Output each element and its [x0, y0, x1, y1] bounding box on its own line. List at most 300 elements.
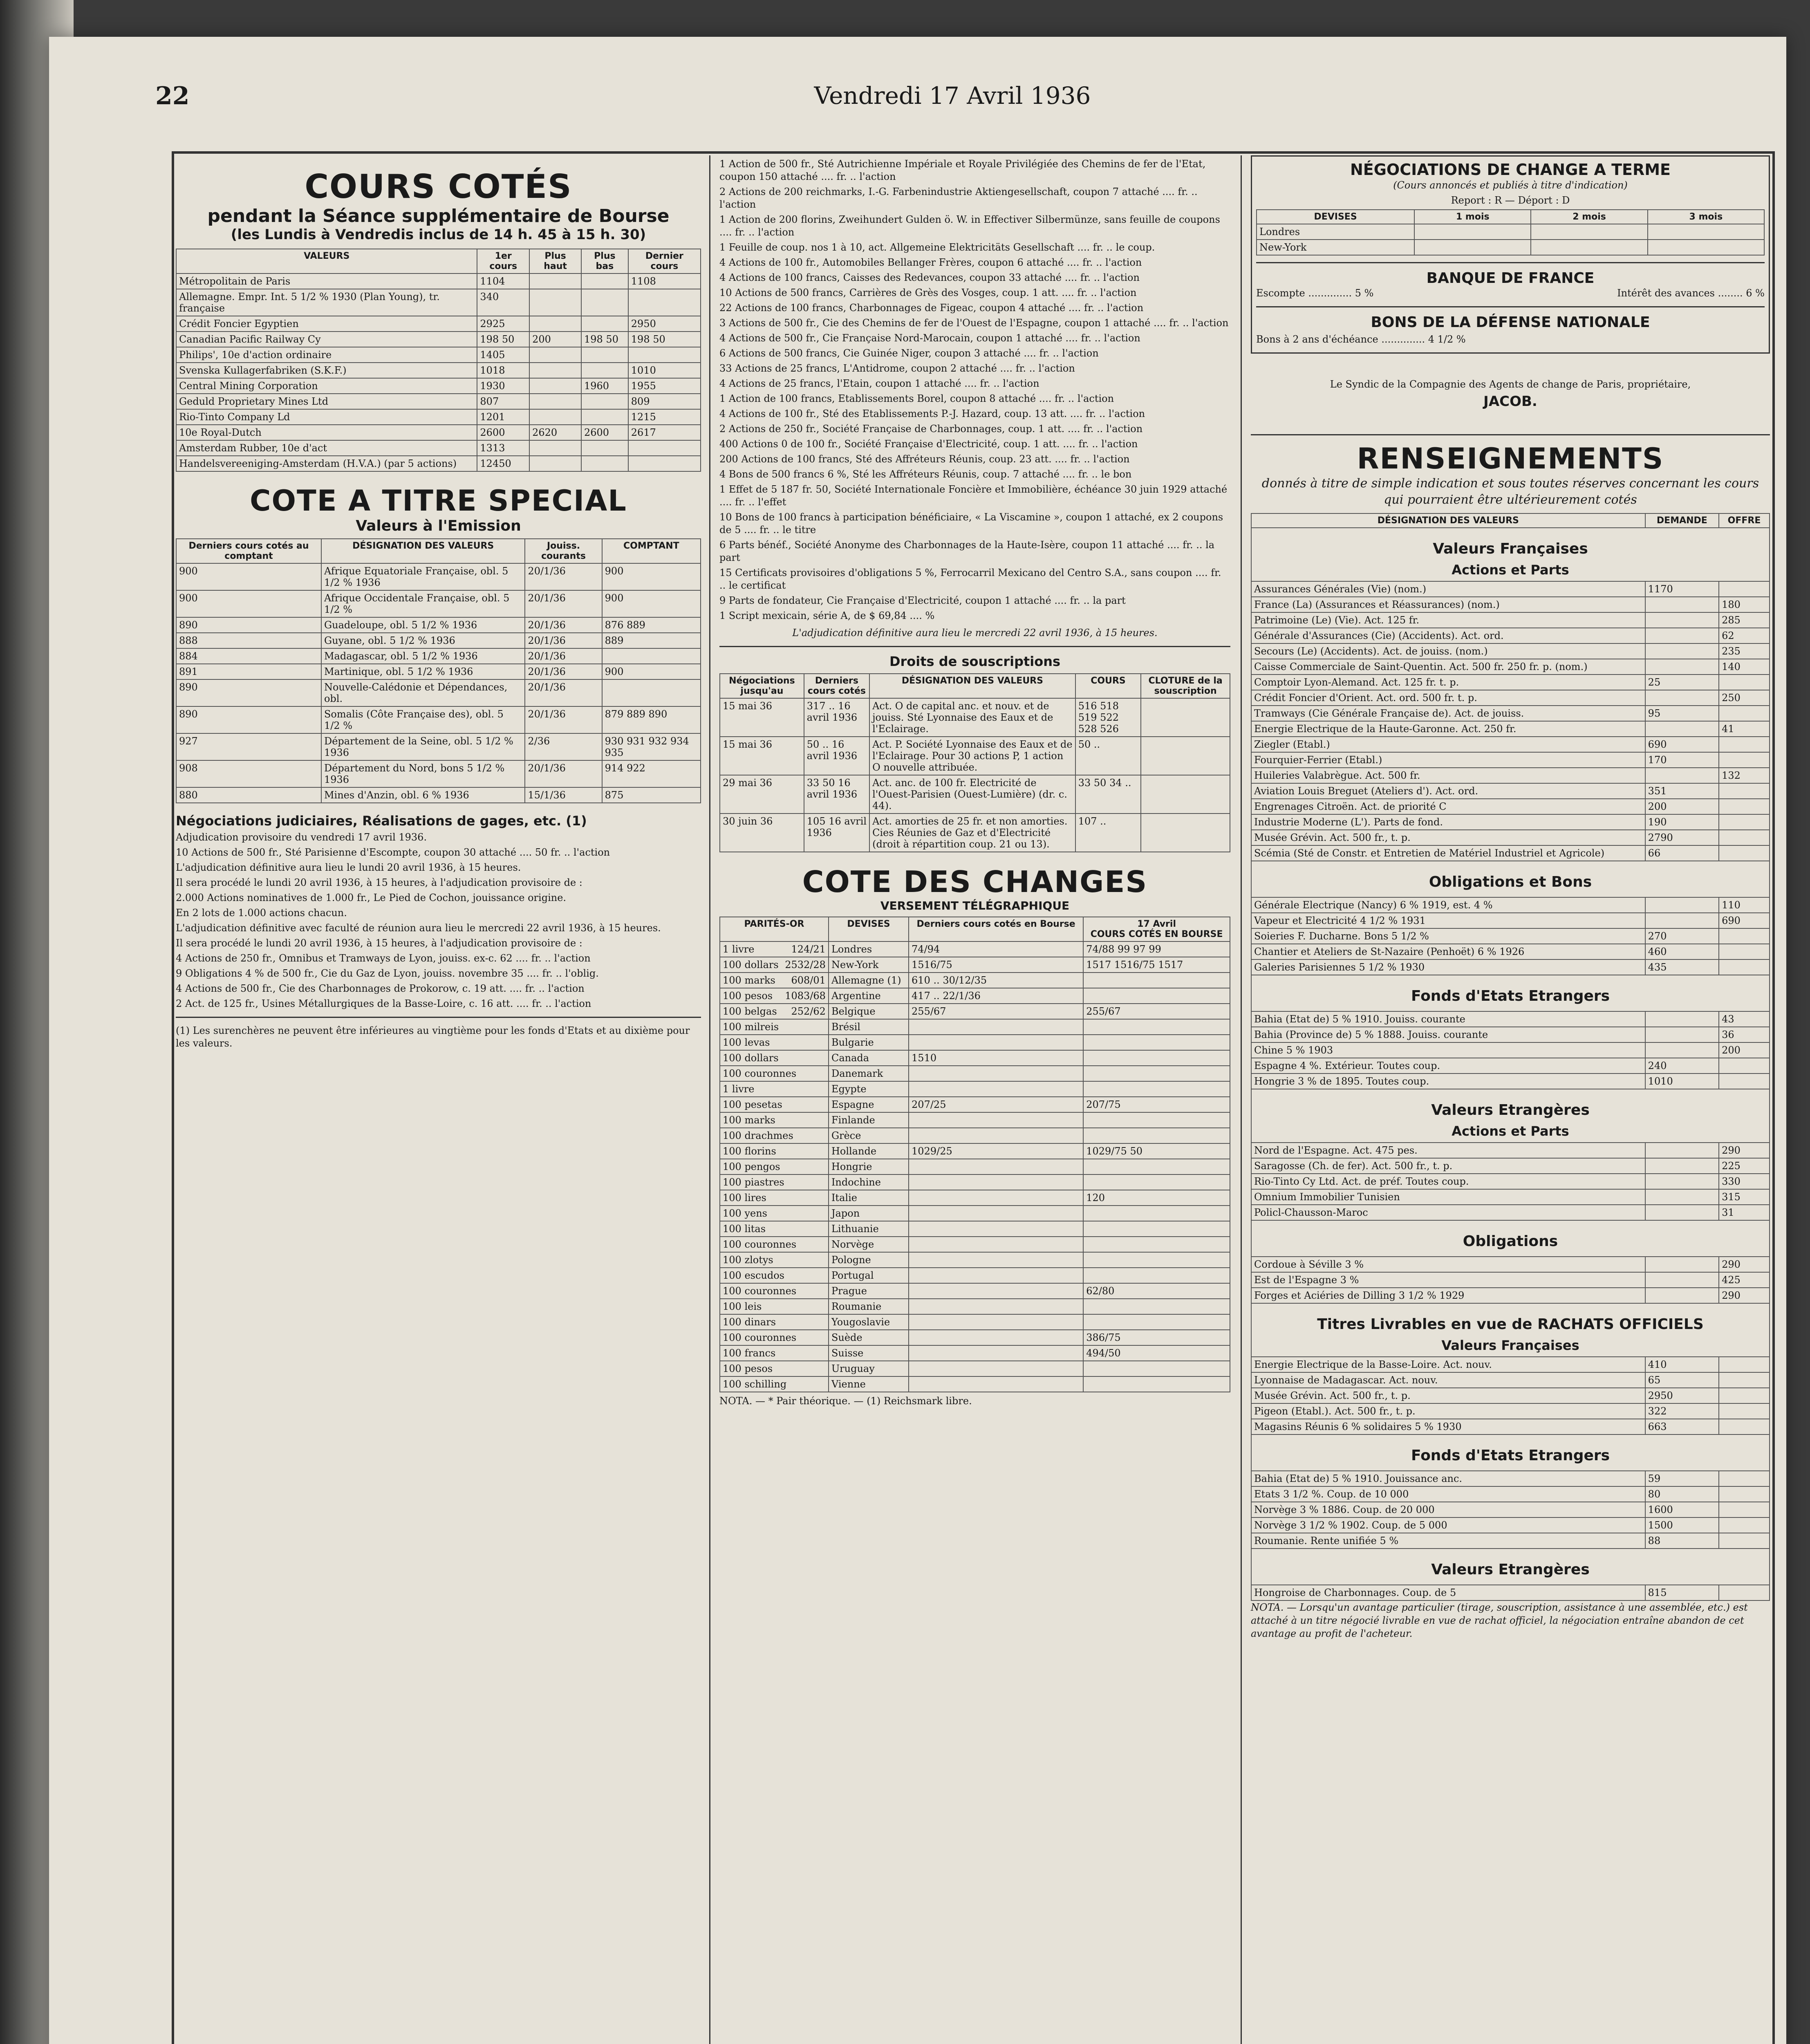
changes-table: [719, 917, 1230, 1392]
table-row: [1251, 975, 1770, 1011]
table-cell: [529, 394, 581, 409]
table-row: [720, 1112, 1230, 1128]
table-cell: Espagne: [829, 1097, 909, 1112]
table-cell: [1719, 737, 1770, 752]
banque-line: [1256, 287, 1765, 300]
table-cell: 65: [1645, 1372, 1719, 1388]
table-cell: 875: [602, 787, 701, 803]
table-cell: [581, 273, 628, 289]
list-item: 6 Parts bénéf., Société Anonyme des Charbonnages de la Haute-Isère, coupon 11 attaché .... fr. .. la part: [719, 539, 1215, 563]
table-cell: 50 ..: [1075, 737, 1141, 775]
parity-label: 100 yens: [723, 1208, 767, 1219]
rens-title: RENSEIGNEMENTS: [1357, 442, 1664, 475]
table-cell: [720, 1035, 829, 1050]
table-cell: Département du Nord, bons 5 1/2 % 1936: [321, 760, 525, 787]
table-cell: 198 50: [628, 332, 701, 347]
list-item: 200 Actions de 100 francs, Sté des Affréteurs Réunis, coup. 23 att. .... fr. .. l'action: [719, 453, 1130, 465]
table-row: [720, 737, 1230, 775]
table-cell: [628, 440, 701, 456]
table-cell: 889: [602, 633, 701, 648]
table-cell: Générale d'Assurances (Cie) (Accidents). Act. ord.: [1251, 628, 1645, 643]
table-cell: 1517 1516/75 1517: [1083, 957, 1230, 973]
table-row: [720, 1330, 1230, 1345]
table-cell: [1719, 799, 1770, 814]
table-row: [1251, 1058, 1770, 1074]
table-row: [176, 425, 701, 440]
table-cell: 900: [602, 664, 701, 679]
table-cell: [720, 941, 829, 957]
cours-title: COURS COTÉS: [305, 168, 572, 206]
section-title: Obligations: [1463, 1233, 1558, 1250]
table-cell: [581, 409, 628, 425]
table-row: [1251, 1502, 1770, 1517]
section-heading: [1251, 1434, 1770, 1471]
section-title: Fonds d'Etats Etrangers: [1411, 988, 1610, 1004]
table-cell: Svenska Kullagerfabriken (S.K.F.): [176, 363, 477, 378]
table-cell: [720, 1299, 829, 1314]
col-header: DÉSIGNATION DES VALEURS: [1251, 513, 1645, 528]
table-cell: 20/1/36: [525, 633, 602, 648]
table-cell: 900: [602, 563, 701, 590]
table-cell: [720, 973, 829, 988]
table-cell: Londres: [829, 941, 909, 957]
table-cell: [1083, 1376, 1230, 1392]
col-header: OFFRE: [1719, 513, 1770, 528]
table-row: [1251, 897, 1770, 913]
table-cell: [1719, 706, 1770, 721]
table-cell: Handelsvereeniging-Amsterdam (H.V.A.) (par 5 actions): [176, 456, 477, 471]
table-cell: Act. P. Société Lyonnaise des Eaux et de l'Eclairage. Pour 30 actions P, 1 action O nouvelle attribuée.: [869, 737, 1075, 775]
table-cell: Saragosse (Ch. de fer). Act. 500 fr., t. p.: [1251, 1158, 1645, 1174]
table-cell: [1083, 1035, 1230, 1050]
table-cell: 20/1/36: [525, 760, 602, 787]
table-cell: 20/1/36: [525, 617, 602, 633]
negociation-paragraph: En 2 lots de 1.000 actions chacun.: [176, 907, 347, 919]
table-cell: [1719, 944, 1770, 959]
table-cell: [1645, 1027, 1719, 1042]
col-header: DEVISES: [1257, 210, 1414, 224]
table-cell: 50 .. 16 avril 1936: [804, 737, 869, 775]
table-row: [1251, 690, 1770, 706]
table-cell: Soieries F. Ducharne. Bons 5 1/2 %: [1251, 928, 1645, 944]
table-row: [1251, 1533, 1770, 1549]
table-cell: 225: [1719, 1158, 1770, 1174]
table-cell: 180: [1719, 597, 1770, 612]
table-cell: [720, 988, 829, 1004]
table-cell: [1141, 775, 1230, 814]
table-row: [1257, 240, 1764, 255]
table-cell: 207/25: [909, 1097, 1083, 1112]
list-item: 33 Actions de 25 francs, L'Antidrome, coupon 2 attaché .... fr. .. l'action: [719, 363, 1075, 374]
table-cell: [1719, 845, 1770, 861]
table-cell: 10e Royal-Dutch: [176, 425, 477, 440]
parity-label: 100 leis: [723, 1301, 762, 1312]
table-cell: Belgique: [829, 1004, 909, 1019]
table-cell: [1645, 913, 1719, 928]
col-header: DEMANDE: [1645, 513, 1719, 528]
table-cell: 807: [477, 394, 529, 409]
table-cell: 1313: [477, 440, 529, 456]
table-row: [1251, 1388, 1770, 1403]
table-cell: [1083, 988, 1230, 1004]
table-cell: [581, 289, 628, 316]
table-cell: 888: [176, 633, 321, 648]
parity-label: 100 pengos: [723, 1161, 780, 1172]
table-cell: 74/88 99 97 99: [1083, 941, 1230, 957]
table-cell: Yougoslavie: [829, 1314, 909, 1330]
table-cell: Londres: [1257, 224, 1414, 240]
table-row: [176, 706, 701, 733]
table-cell: [1083, 1066, 1230, 1081]
table-cell: France (La) (Assurances et Réassurances) (nom.): [1251, 597, 1645, 612]
table-cell: 2/36: [525, 733, 602, 760]
table-cell: Suède: [829, 1330, 909, 1345]
table-cell: 1930: [477, 378, 529, 394]
table-row: [176, 456, 701, 471]
table-cell: [1645, 1158, 1719, 1174]
table-cell: 200: [1645, 799, 1719, 814]
table-cell: [909, 1314, 1083, 1330]
table-cell: 66: [1645, 845, 1719, 861]
table-cell: [581, 394, 628, 409]
table-cell: Patrimoine (Le) (Vie). Act. 125 fr.: [1251, 612, 1645, 628]
table-cell: Vapeur et Electricité 4 1/2 % 1931: [1251, 913, 1645, 928]
table-cell: 1500: [1645, 1517, 1719, 1533]
table-row: [1251, 1027, 1770, 1042]
terme-legend: Report : R — Déport : D: [1451, 195, 1570, 206]
table-cell: 330: [1719, 1174, 1770, 1189]
table-cell: Musée Grévin. Act. 500 fr., t. p.: [1251, 830, 1645, 845]
table-cell: Est de l'Espagne 3 %: [1251, 1272, 1645, 1288]
table-row: [1251, 830, 1770, 845]
parity-label: 100 piastres: [723, 1177, 784, 1188]
table-row: [1251, 1220, 1770, 1257]
table-cell: [1719, 1517, 1770, 1533]
table-cell: 132: [1719, 768, 1770, 783]
table-cell: [720, 1330, 829, 1345]
parity-label: 1 livre: [723, 1083, 755, 1095]
negociation-paragraph: 9 Obligations 4 % de 500 fr., Cie du Gaz de Lyon, jouiss. novembre 35 .... fr. .. l'oblig.: [176, 968, 599, 979]
list-item: 15 Certificats provisoires d'obligations 5 %, Ferrocarril Mexicano del Centro S.A., sans coupon .... fr. .. le certificat: [719, 567, 1221, 591]
table-cell: 880: [176, 787, 321, 803]
rens-subtitle: donnés à titre de simple indication et sous toutes réserves concernant les cours qui pourraient être ultérieurement cotés: [1261, 476, 1759, 507]
table-cell: 190: [1645, 814, 1719, 830]
table-row: [176, 316, 701, 332]
parity-label: 100 escudos: [723, 1270, 784, 1281]
parity-label: 100 pesetas: [723, 1099, 782, 1110]
divider: [1251, 434, 1770, 435]
table-cell: Hongrie 3 % de 1895. Toutes coup.: [1251, 1074, 1645, 1089]
table-row: [720, 814, 1230, 852]
table-cell: 105 16 avril 1936: [804, 814, 869, 852]
table-cell: 25: [1645, 675, 1719, 690]
table-cell: [602, 648, 701, 664]
table-cell: Chantier et Ateliers de St-Nazaire (Penhoët) 6 % 1926: [1251, 944, 1645, 959]
parity-label: 100 levas: [723, 1037, 770, 1048]
table-cell: [1645, 897, 1719, 913]
table-cell: [529, 456, 581, 471]
table-cell: Bahia (Etat de) 5 % 1910. Jouiss. courante: [1251, 1011, 1645, 1027]
table-row: [720, 1221, 1230, 1237]
table-cell: 690: [1719, 913, 1770, 928]
table-cell: Fourquier-Ferrier (Etabl.): [1251, 752, 1645, 768]
section-heading: [1251, 1303, 1770, 1357]
table-cell: 516 518 519 522 528 526: [1075, 698, 1141, 737]
table-row: [1251, 1174, 1770, 1189]
rens-nota: NOTA. — Lorsqu'un avantage particulier (tirage, souscription, assistance à une assemblée, etc.) est attaché à un titre négocié livrable en vue de rachat officiel, la négociation entraîne abandon de cet avantage au profit de l'acheteur.: [1251, 1602, 1748, 1639]
table-cell: Philips', 10e d'action ordinaire: [176, 347, 477, 363]
table-cell: [909, 1128, 1083, 1143]
table-row: [720, 957, 1230, 973]
table-cell: Nouvelle-Calédonie et Dépendances, obl.: [321, 679, 525, 706]
table-cell: [1083, 973, 1230, 988]
table-cell: 1510: [909, 1050, 1083, 1066]
table-cell: [581, 316, 628, 332]
table-row: [176, 617, 701, 633]
table-row: [176, 633, 701, 648]
list-item: 1 Effet de 5 187 fr. 50, Société Internationale Foncière et Immobilière, échéance 30 juin 1929 attaché .... fr. .. l'effet: [719, 484, 1228, 508]
table-cell: 890: [176, 706, 321, 733]
table-cell: 120: [1083, 1190, 1230, 1206]
table-row: [1251, 628, 1770, 643]
table-cell: [1141, 814, 1230, 852]
parity-label: 100 marks: [723, 975, 775, 986]
table-row: [1251, 1357, 1770, 1372]
parity-label: 100 pesos: [723, 1363, 773, 1374]
table-cell: [720, 1174, 829, 1190]
table-cell: 610 .. 30/12/35: [909, 973, 1083, 988]
divider: [176, 1017, 701, 1018]
table-cell: 15 mai 36: [720, 698, 804, 737]
table-cell: 36: [1719, 1027, 1770, 1042]
section-heading: [1251, 528, 1770, 581]
table-cell: [1645, 1257, 1719, 1272]
table-cell: [1141, 698, 1230, 737]
changes-date: 17 Avril: [1137, 919, 1176, 929]
table-cell: New-York: [1257, 240, 1414, 255]
changes-subtitle: VERSEMENT TÉLÉGRAPHIQUE: [880, 899, 1070, 912]
table-cell: 12450: [477, 456, 529, 471]
table-cell: [1719, 928, 1770, 944]
table-cell: Italie: [829, 1190, 909, 1206]
table-cell: [720, 1019, 829, 1035]
table-cell: [529, 347, 581, 363]
table-cell: Rio-Tinto Cy Ltd. Act. de préf. Toutes coup.: [1251, 1174, 1645, 1189]
table-cell: Grèce: [829, 1128, 909, 1143]
table-cell: Roumanie: [829, 1299, 909, 1314]
table-row: [176, 648, 701, 664]
table-cell: 322: [1645, 1403, 1719, 1419]
table-cell: Métropolitain de Paris: [176, 273, 477, 289]
table-cell: Département de la Seine, obl. 5 1/2 % 1936: [321, 733, 525, 760]
table-cell: [1719, 814, 1770, 830]
table-cell: [1083, 1112, 1230, 1128]
table-row: [176, 332, 701, 347]
list-item: 1 Feuille de coup. nos 1 à 10, act. Allgemeine Elektricitäts Gesellschaft .... fr. .. le coup.: [719, 242, 1155, 253]
table-cell: [1719, 1585, 1770, 1600]
table-row: [720, 1035, 1230, 1050]
table-cell: Etats 3 1/2 %. Coup. de 10 000: [1251, 1486, 1645, 1502]
col-header: Dernier cours: [628, 249, 701, 273]
table-cell: [720, 1376, 829, 1392]
table-cell: 285: [1719, 612, 1770, 628]
section-title: Fonds d'Etats Etrangers: [1411, 1447, 1610, 1464]
table-cell: 2600: [477, 425, 529, 440]
table-cell: 460: [1645, 944, 1719, 959]
table-cell: [1645, 612, 1719, 628]
table-cell: 410: [1645, 1357, 1719, 1372]
table-cell: Bulgarie: [829, 1035, 909, 1050]
table-cell: Forges et Aciéries de Dilling 3 1/2 % 1929: [1251, 1288, 1645, 1303]
banque-title: BANQUE DE FRANCE: [1426, 270, 1595, 287]
list-item: 400 Actions 0 de 100 fr., Société Française d'Electricité, coup. 1 att. .... fr. .. l'action: [719, 438, 1138, 450]
column-right: [1251, 155, 1770, 1640]
table-cell: [909, 1112, 1083, 1128]
table-cell: Egypte: [829, 1081, 909, 1097]
parity-value: 608/01: [791, 975, 826, 986]
table-cell: 30 juin 36: [720, 814, 804, 852]
table-cell: [1719, 830, 1770, 845]
table-cell: 20/1/36: [525, 706, 602, 733]
table-cell: [720, 1345, 829, 1361]
col-header: 2 mois: [1531, 210, 1647, 224]
table-cell: [720, 1097, 829, 1112]
table-row: [720, 1361, 1230, 1376]
table-cell: 1215: [628, 409, 701, 425]
terme-subtitle: (Cours annoncés et publiés à titre d'indication): [1393, 179, 1628, 191]
table-row: [176, 563, 701, 590]
section-title: Valeurs Etrangères: [1431, 1102, 1590, 1118]
special-title: COTE A TITRE SPECIAL: [250, 484, 627, 518]
table-row: [176, 363, 701, 378]
table-row: [720, 1097, 1230, 1112]
col-header: Derniers cours cotés: [804, 674, 869, 698]
list-item: 1 Action de 200 florins, Zweihundert Gulden ö. W. in Effectiver Silbermünze, sans feuille de coupons .... fr. .. l'action: [719, 214, 1220, 238]
table-cell: [720, 1004, 829, 1019]
table-row: [720, 1174, 1230, 1190]
table-cell: Assurances Générales (Vie) (nom.): [1251, 581, 1645, 597]
table-cell: [720, 1112, 829, 1128]
table-cell: 1170: [1645, 581, 1719, 597]
table-row: [1251, 528, 1770, 581]
table-cell: Martinique, obl. 5 1/2 % 1936: [321, 664, 525, 679]
table-cell: Act. O de capital anc. et nouv. et de jouiss. Sté Lyonnaise des Eaux et de l'Eclairage.: [869, 698, 1075, 737]
list-item: 4 Bons de 500 francs 6 %, Sté les Affréteurs Réunis, coup. 7 attaché .... fr. .. le bon: [719, 468, 1132, 480]
table-row: [176, 733, 701, 760]
parity-label: 100 belgas: [723, 1006, 777, 1017]
negociation-paragraph: Il sera procédé le lundi 20 avril 1936, à 15 heures, à l'adjudication provisoire de :: [176, 937, 582, 949]
table-cell: 351: [1645, 783, 1719, 799]
table-cell: [1719, 675, 1770, 690]
table-cell: 1516/75: [909, 957, 1083, 973]
table-cell: Musée Grévin. Act. 500 fr., t. p.: [1251, 1388, 1645, 1403]
table-cell: [909, 1268, 1083, 1283]
table-cell: [720, 957, 829, 973]
table-cell: 200: [1719, 1042, 1770, 1058]
table-row: [1251, 845, 1770, 861]
table-cell: [1645, 628, 1719, 643]
table-cell: [1083, 1050, 1230, 1066]
table-cell: Chine 5 % 1903: [1251, 1042, 1645, 1058]
table-cell: 20/1/36: [525, 648, 602, 664]
table-cell: 290: [1719, 1143, 1770, 1158]
changes-quote-header: COURS COTÉS EN BOURSE: [1090, 929, 1223, 939]
page-date: Vendredi 17 Avril 1936: [814, 82, 1091, 110]
table-cell: Somalis (Côte Française des), obl. 5 1/2 %: [321, 706, 525, 733]
table-row: [1251, 768, 1770, 783]
table-cell: 1960: [581, 378, 628, 394]
table-cell: 2790: [1645, 830, 1719, 845]
table-cell: 884: [176, 648, 321, 664]
table-cell: Uruguay: [829, 1361, 909, 1376]
table-cell: [1083, 1314, 1230, 1330]
table-cell: [1645, 1272, 1719, 1288]
table-cell: [720, 1128, 829, 1143]
table-cell: [720, 1361, 829, 1376]
table-cell: [1645, 1143, 1719, 1158]
table-cell: Guyane, obl. 5 1/2 % 1936: [321, 633, 525, 648]
cours-table: [176, 249, 701, 472]
section-subtitle: Actions et Parts: [1452, 562, 1569, 578]
table-row: [720, 1143, 1230, 1159]
table-cell: Japon: [829, 1206, 909, 1221]
table-cell: 198 50: [581, 332, 628, 347]
table-row: [1251, 1372, 1770, 1388]
table-cell: [909, 1237, 1083, 1252]
table-cell: 200: [529, 332, 581, 347]
table-cell: 1018: [477, 363, 529, 378]
table-row: [720, 973, 1230, 988]
table-cell: [581, 456, 628, 471]
table-cell: Espagne 4 %. Extérieur. Toutes coup.: [1251, 1058, 1645, 1074]
table-cell: [909, 1035, 1083, 1050]
table-cell: [1719, 581, 1770, 597]
table-cell: [1083, 1268, 1230, 1283]
table-row: [720, 1004, 1230, 1019]
table-cell: 207/75: [1083, 1097, 1230, 1112]
negociations-footnote: (1) Les surenchères ne peuvent être inférieures au vingtième pour les fonds d'Etats et au dixième pour les valeurs.: [176, 1025, 690, 1049]
table-cell: Hongrie: [829, 1159, 909, 1174]
section-title: Obligations et Bons: [1429, 874, 1592, 890]
table-cell: 900: [602, 590, 701, 617]
syndic-line: Le Syndic de la Compagnie des Agents de change de Paris, propriétaire,: [1330, 379, 1691, 390]
table-cell: [628, 347, 701, 363]
droits-table: [719, 673, 1230, 852]
table-cell: [1719, 752, 1770, 768]
table-cell: Générale Electrique (Nancy) 6 % 1919, est. 4 %: [1251, 897, 1645, 913]
table-cell: [1719, 1372, 1770, 1388]
table-cell: 29 mai 36: [720, 775, 804, 814]
parity-label: 100 dollars: [723, 959, 779, 970]
negociation-paragraph: 2.000 Actions nominatives de 1.000 fr., Le Pied de Cochon, jouissance origine.: [176, 892, 567, 903]
table-cell: 2950: [628, 316, 701, 332]
table-cell: [1083, 1221, 1230, 1237]
table-cell: [1083, 1128, 1230, 1143]
table-cell: 15/1/36: [525, 787, 602, 803]
table-row: [720, 1299, 1230, 1314]
table-cell: Norvège: [829, 1237, 909, 1252]
table-cell: [1083, 1206, 1230, 1221]
table-row: [720, 1345, 1230, 1361]
table-cell: [581, 440, 628, 456]
table-cell: 235: [1719, 643, 1770, 659]
table-cell: 890: [176, 679, 321, 706]
table-cell: [1083, 1019, 1230, 1035]
table-cell: Suisse: [829, 1345, 909, 1361]
table-cell: 809: [628, 394, 701, 409]
table-cell: 900: [176, 563, 321, 590]
table-row: [1251, 1272, 1770, 1288]
